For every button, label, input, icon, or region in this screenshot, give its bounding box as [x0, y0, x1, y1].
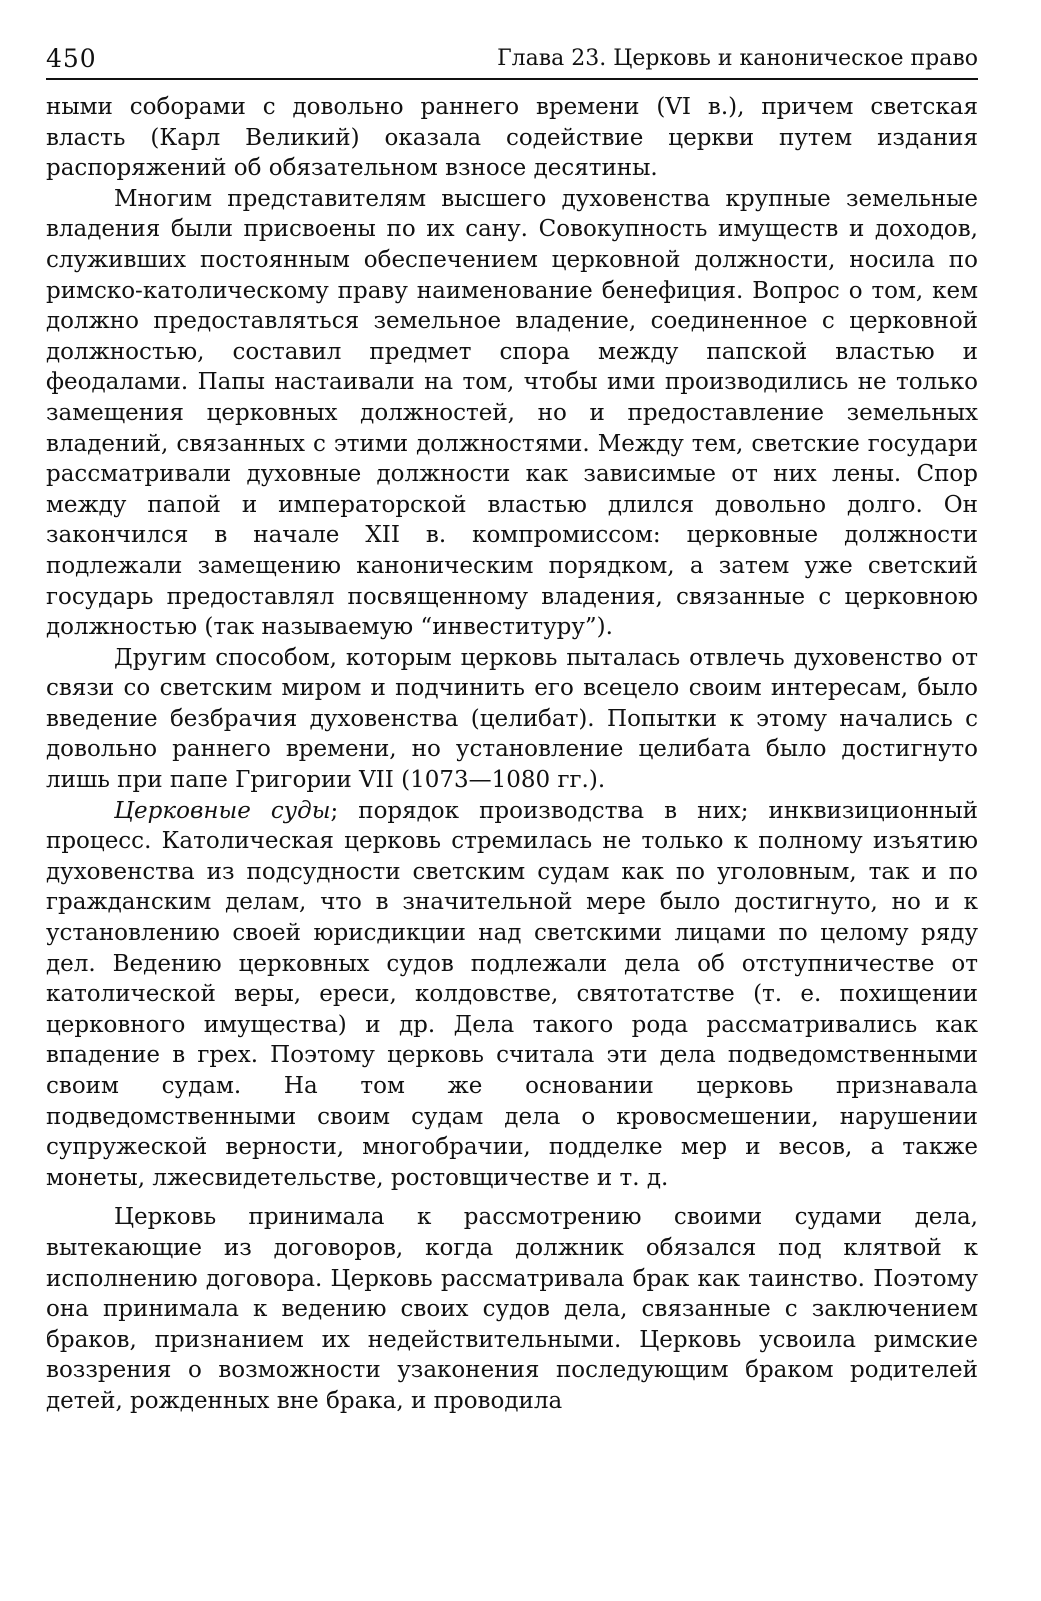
- section-run-in-heading: Церковные суды: [114, 797, 331, 824]
- paragraph-contracts-marriage: [46, 1202, 978, 1416]
- paragraph-benefice: [46, 184, 978, 643]
- paragraph-text: ; порядок производства в них; инквизиционный процесс. Католическая церковь стремилась не только к полному изъятию духовенства из подсудности светским судам как по уголовным, так и по гражданским делам, что в значительной мере было достигнуто, но и к установлению своей юрисдикции над светскими лицами по целому ряду дел. Ведению церковных судов подлежали дела об отступничестве от католической веры, ереси, колдовстве, святотатстве (т. е. похищении церковного имущества) и др. Дела такого рода рассматривались как впадение в грех. Поэтому церковь считала эти дела подведомственными своим судам. На том же основании церковь признавала подведомственными своим судам дела о кровосмешении, нарушении супружеской верности, многобрачии, подделке мер и весов, а также монеты, лжесвидетельстве, ростовщичестве и т. д.: [46, 797, 978, 1191]
- paragraph-text: Церковь принимала к рассмотрению своими судами дела, вытекающие из договоров, когда должник обязался под клятвой к исполнению договора. Церковь рассматривала брак как таинство. Поэтому она принимала к ведению своих судов дела, связанные с заключением браков, признанием их недействительными. Церковь усвоила римские воззрения о возможности узаконения последующим браком родителей детей, рожденных вне брака, и проводила: [46, 1204, 978, 1414]
- paragraph-continuation: [46, 92, 978, 184]
- book-page: [46, 38, 978, 1417]
- body-text: [46, 92, 978, 1417]
- chapter-title: Глава 23. Церковь и каноническое право: [497, 46, 978, 71]
- running-head: [46, 38, 978, 80]
- page-number: 450: [46, 44, 97, 73]
- paragraph-celibacy: [46, 643, 978, 796]
- paragraph-church-courts: [46, 796, 978, 1194]
- paragraph-text: ными соборами с довольно раннего времени (VI в.), причем светская власть (Карл Великий) оказала содействие церкви путем издания распоряжений об обязательном взносе десятины.: [46, 94, 978, 182]
- paragraph-text: Другим способом, которым церковь пыталась отвлечь духовенство от связи со светским миром и подчинить его всецело своим интересам, было введение безбрачия духовенства (целибат). Попытки к этому начались с довольно раннего времени, но установление целибата было достигнуто лишь при папе Григории VII (1073—1080 гг.).: [46, 644, 978, 794]
- paragraph-text: Многим представителям высшего духовенства крупные земельные владения были присвоены по их сану. Совокупность имуществ и доходов, служивших постоянным обеспечением церковной должности, носила по римско-католическому праву наименование бенефиция. Вопрос о том, кем должно предоставляться земельное владение, соединенное с церковной должностью, составил предмет спора между папской властью и феодалами. Папы настаивали на том, чтобы ими производились не только замещения церковных должностей, но и предоставление земельных владений, связанных с этими должностями. Между тем, светские государи рассматривали духовные должности как зависимые от них лены. Спор между папой и императорской властью длился довольно долго. Он закончился в начале XII в. компромиссом: церковные должности подлежали замещению каноническим порядком, а затем уже светский государь предоставлял посвященному владения, связанные с церковною должностью (так называемую “инвеституру”).: [46, 185, 978, 641]
